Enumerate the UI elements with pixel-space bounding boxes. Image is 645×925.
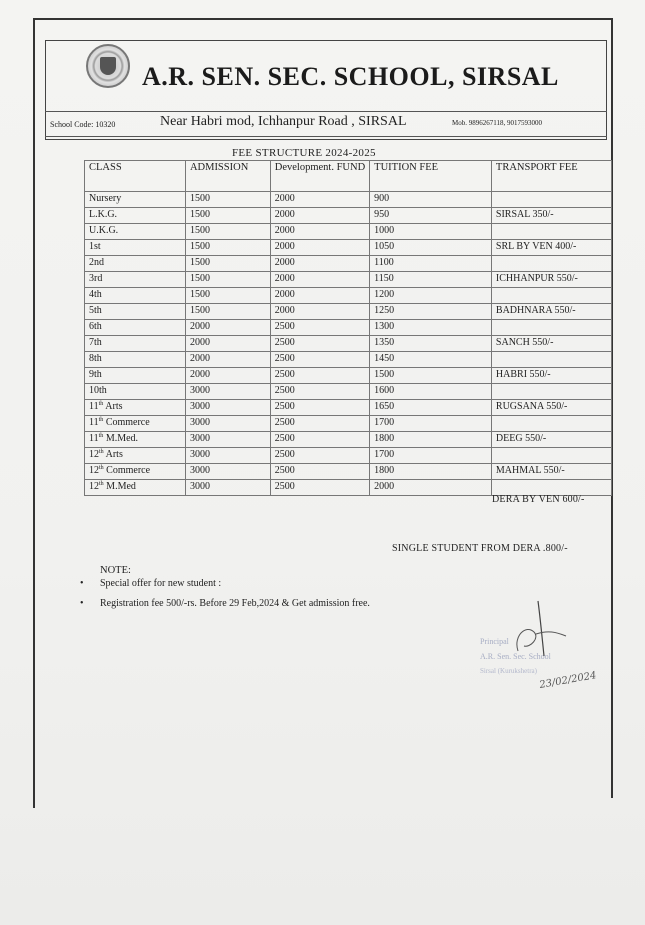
cell-tuition-fee: 1800 [370, 464, 492, 480]
cell-admission: 1500 [185, 208, 270, 224]
cell-class: 3rd [85, 272, 186, 288]
cell-development-fund: 2500 [270, 432, 369, 448]
cell-development-fund: 2500 [270, 448, 369, 464]
cell-transport-fee [491, 288, 611, 304]
transport-single-student: SINGLE STUDENT FROM DERA .800/- [392, 543, 568, 554]
cell-development-fund: 2500 [270, 400, 369, 416]
cell-class: 8th [85, 352, 186, 368]
cell-development-fund: 2500 [270, 464, 369, 480]
letterhead-divider-bottom [45, 136, 607, 137]
cell-class: 2nd [85, 256, 186, 272]
cell-admission: 3000 [185, 384, 270, 400]
cell-class: 11th Commerce [85, 416, 186, 432]
page-border-left [33, 18, 35, 808]
cell-class: 1st [85, 240, 186, 256]
cell-admission: 2000 [185, 368, 270, 384]
cell-transport-fee: SIRSAL 350/- [491, 208, 611, 224]
cell-admission: 1500 [185, 240, 270, 256]
school-mobile: Mob. 9896267118, 9017593000 [452, 119, 542, 127]
cell-class: 9th [85, 368, 186, 384]
cell-development-fund: 2000 [270, 256, 369, 272]
cell-class: U.K.G. [85, 224, 186, 240]
fee-table-row [85, 320, 612, 336]
fee-table-row [85, 416, 612, 432]
header-admission: ADMISSION [185, 161, 270, 192]
cell-transport-fee: HABRI 550/- [491, 368, 611, 384]
cell-transport-fee: ICHHANPUR 550/- [491, 272, 611, 288]
signature-loop [517, 629, 566, 651]
cell-transport-fee: SANCH 550/- [491, 336, 611, 352]
cell-class: 12th Commerce [85, 464, 186, 480]
fee-table-row [85, 368, 612, 384]
cell-admission: 3000 [185, 448, 270, 464]
letterhead-divider [45, 111, 607, 112]
cell-class: 11th M.Med. [85, 432, 186, 448]
cell-development-fund: 2500 [270, 352, 369, 368]
cell-class: 12th M.Med [85, 480, 186, 496]
cell-development-fund: 2000 [270, 304, 369, 320]
stamp-line-place: Sirsal (Kurukshetra) [480, 667, 537, 675]
fee-table-body [85, 192, 612, 496]
cell-admission: 3000 [185, 416, 270, 432]
note-item: • Registration fee 500/-rs. Before 29 Feb,2024 & Get admission free. [80, 598, 370, 618]
fee-table [84, 160, 612, 496]
note-item: • Special offer for new student : [80, 578, 370, 598]
signature-stroke [538, 601, 544, 656]
cell-transport-fee: DEEG 550/- [491, 432, 611, 448]
cell-development-fund: 2500 [270, 480, 369, 496]
header-development-fund: Development. FUND [270, 161, 369, 192]
cell-admission: 2000 [185, 352, 270, 368]
stamp-line-principal: Principal [480, 637, 509, 646]
fee-table-row [85, 352, 612, 368]
school-name: A.R. SEN. SEC. SCHOOL, SIRSAL [142, 62, 559, 91]
cell-transport-fee [491, 416, 611, 432]
cell-class: 11th Arts [85, 400, 186, 416]
cell-development-fund: 2000 [270, 192, 369, 208]
cell-tuition-fee: 1000 [370, 224, 492, 240]
cell-tuition-fee: 1300 [370, 320, 492, 336]
principal-stamp-signature [478, 596, 613, 696]
fee-table-header-row [85, 161, 612, 192]
fee-table-row [85, 304, 612, 320]
cell-transport-fee [491, 448, 611, 464]
cell-class: 6th [85, 320, 186, 336]
cell-development-fund: 2000 [270, 208, 369, 224]
cell-development-fund: 2500 [270, 320, 369, 336]
fee-table-row [85, 256, 612, 272]
page-border-top [33, 18, 613, 20]
fee-table-row [85, 384, 612, 400]
fee-table-row [85, 208, 612, 224]
note-label: NOTE: [100, 565, 131, 576]
cell-tuition-fee: 1350 [370, 336, 492, 352]
cell-development-fund: 2000 [270, 224, 369, 240]
stamp-line-school: A.R. Sen. Sec. School [480, 652, 551, 661]
cell-tuition-fee: 1250 [370, 304, 492, 320]
cell-development-fund: 2000 [270, 288, 369, 304]
cell-class: L.K.G. [85, 208, 186, 224]
transport-dera: DERA BY VEN 600/- [492, 494, 585, 505]
cell-admission: 3000 [185, 400, 270, 416]
signature-date: 23/02/2024 [538, 670, 598, 691]
cell-development-fund: 2500 [270, 368, 369, 384]
school-logo-icon [86, 44, 130, 88]
cell-transport-fee: SRL BY VEN 400/- [491, 240, 611, 256]
cell-development-fund: 2500 [270, 336, 369, 352]
cell-admission: 2000 [185, 336, 270, 352]
fee-table-row [85, 192, 612, 208]
fee-table-row [85, 240, 612, 256]
cell-tuition-fee: 900 [370, 192, 492, 208]
cell-transport-fee [491, 192, 611, 208]
cell-development-fund: 2500 [270, 384, 369, 400]
cell-tuition-fee: 1600 [370, 384, 492, 400]
cell-class: 7th [85, 336, 186, 352]
cell-development-fund: 2500 [270, 416, 369, 432]
cell-transport-fee [491, 224, 611, 240]
fee-table-row [85, 400, 612, 416]
fee-table-row [85, 272, 612, 288]
header-class: CLASS [85, 161, 186, 192]
cell-tuition-fee: 1650 [370, 400, 492, 416]
cell-transport-fee [491, 256, 611, 272]
fee-structure-title: FEE STRUCTURE 2024-2025 [232, 147, 376, 159]
cell-admission: 3000 [185, 432, 270, 448]
cell-admission: 1500 [185, 192, 270, 208]
school-code: School Code: 10320 [50, 120, 116, 129]
fee-table-row [85, 464, 612, 480]
fee-table-row [85, 448, 612, 464]
cell-transport-fee: RUGSANA 550/- [491, 400, 611, 416]
cell-tuition-fee: 1800 [370, 432, 492, 448]
cell-admission: 1500 [185, 272, 270, 288]
cell-admission: 1500 [185, 256, 270, 272]
cell-tuition-fee: 1100 [370, 256, 492, 272]
cell-class: 5th [85, 304, 186, 320]
note-list [80, 578, 370, 618]
cell-class: 12th Arts [85, 448, 186, 464]
cell-class: 4th [85, 288, 186, 304]
fee-table-row [85, 288, 612, 304]
cell-admission: 3000 [185, 464, 270, 480]
cell-tuition-fee: 950 [370, 208, 492, 224]
cell-development-fund: 2000 [270, 240, 369, 256]
cell-class: Nursery [85, 192, 186, 208]
fee-table-row [85, 336, 612, 352]
cell-tuition-fee: 1500 [370, 368, 492, 384]
cell-tuition-fee: 1150 [370, 272, 492, 288]
cell-tuition-fee: 1050 [370, 240, 492, 256]
cell-admission: 1500 [185, 224, 270, 240]
school-address: Near Habri mod, Ichhanpur Road , SIRSAL [160, 114, 407, 129]
fee-table-row [85, 224, 612, 240]
cell-transport-fee [491, 384, 611, 400]
fee-table-row [85, 432, 612, 448]
cell-transport-fee [491, 320, 611, 336]
cell-admission: 2000 [185, 320, 270, 336]
cell-admission: 3000 [185, 480, 270, 496]
cell-tuition-fee: 2000 [370, 480, 492, 496]
header-tuition-fee: TUITION FEE [370, 161, 492, 192]
cell-class: 10th [85, 384, 186, 400]
cell-development-fund: 2000 [270, 272, 369, 288]
header-transport-fee: TRANSPORT FEE [491, 161, 611, 192]
cell-transport-fee: BADHNARA 550/- [491, 304, 611, 320]
cell-admission: 1500 [185, 304, 270, 320]
cell-tuition-fee: 1200 [370, 288, 492, 304]
cell-tuition-fee: 1450 [370, 352, 492, 368]
cell-tuition-fee: 1700 [370, 448, 492, 464]
cell-tuition-fee: 1700 [370, 416, 492, 432]
cell-transport-fee: MAHMAL 550/- [491, 464, 611, 480]
cell-transport-fee [491, 352, 611, 368]
cell-admission: 1500 [185, 288, 270, 304]
